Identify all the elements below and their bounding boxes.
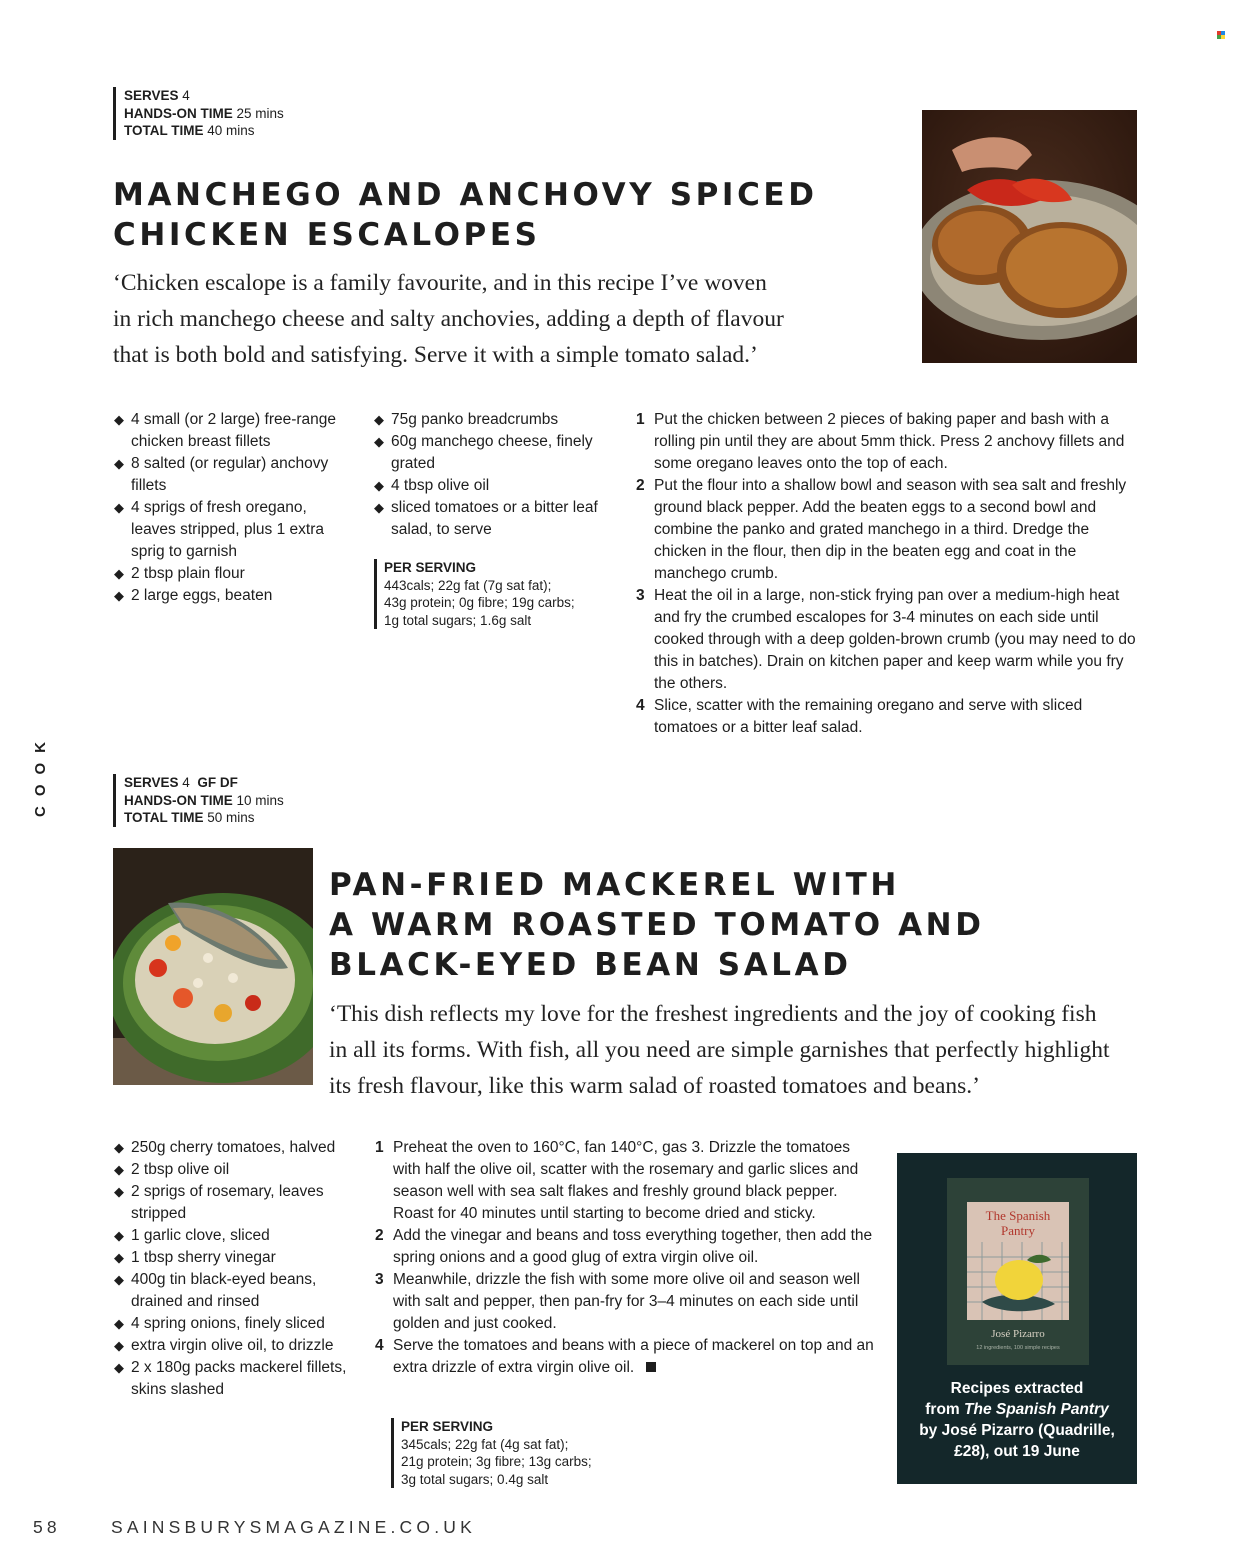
recipe2-intro: ‘This dish reflects my love for the freshest ingredients and the joy of cooking fish in all its forms. With fish, all you need are simple garnishes that perfectly highlight its fresh flavour, like this warm salad of roasted tomatoes and beans.’ (329, 1001, 1110, 1099)
book-cover (947, 1178, 1089, 1365)
recipe2-title: PAN-FRIED MACKEREL WITH A WARM ROASTED TOMATO AND BLACK-EYED BEAN SALAD (329, 867, 985, 983)
ingredient-item: ◆ 2 sprigs of rosemary, leaves stripped (114, 1181, 364, 1225)
ingredient-item: ◆ 2 x 180g packs mackerel fillets, skins slashed (114, 1357, 364, 1401)
ingredient-item: ◆ 4 tbsp olive oil (374, 475, 609, 497)
end-square-icon (646, 1362, 656, 1372)
book-cover-art: The Spanish Pantry (967, 1202, 1069, 1320)
ingredient-item: ◆ sliced tomatoes or a bitter leaf salad, to serve (374, 497, 609, 541)
mackerel-salad-photo (113, 848, 313, 1085)
method-step: 1 Put the chicken between 2 pieces of baking paper and bash with a rolling pin until they are about 5mm thick. Press 2 anchovy fillets and some oregano leaves onto the top of each. (636, 411, 1125, 472)
lemon-icon (967, 1242, 1069, 1320)
book-caption: Recipes extracted from The Spanish Pantry by José Pizarro (Quadrille, £28), out 19 June (919, 1380, 1115, 1460)
book-promo-box (897, 1153, 1137, 1484)
ingredient-item: ◆ 1 tbsp sherry vinegar (114, 1247, 364, 1269)
recipe2-meta: SERVES 4 GF DF HANDS-ON TIME 10 mins TOTAL TIME 50 mins (113, 774, 284, 827)
recipe1-per-serving: PER SERVING 443cals; 22g fat (7g sat fat); 43g protein; 0g fibre; 19g carbs; 1g total sugars; 1.6g salt (374, 559, 575, 629)
method-step: 3 Meanwhile, drizzle the fish with some more olive oil and season well with salt and pepper, then pan-fry for 3–4 minutes on each side until golden and just cooked. (375, 1271, 860, 1332)
recipe1-title: MANCHEGO AND ANCHOVY SPICED CHICKEN ESCALOPES (113, 177, 818, 253)
method-step: 2 Add the vinegar and beans and toss everything together, then add the spring onions and a good glug of extra virgin olive oil. (375, 1227, 873, 1266)
method-step: 1 Preheat the oven to 160°C, fan 140°C, gas 3. Drizzle the tomatoes with half the olive oil, scatter with the rosemary and garlic slices and season well with sea salt flakes and freshly ground black pepper. Roast for 40 minutes until starting to become dried and sticky. (375, 1139, 859, 1222)
method-step: 4 Slice, scatter with the remaining oregano and serve with sliced tomatoes or a bitter leaf salad. (636, 697, 1083, 736)
method-step: 2 Put the flour into a shallow bowl and season with sea salt and freshly ground black pepper. Add the beaten eggs to a second bowl and combine the panko and grated manchego in a third. Dredge the chicken in the flour, then dip in the beaten egg and coat in the manchego crumb. (636, 477, 1127, 582)
ingredient-item: ◆ 4 small (or 2 large) free-range chicken breast fillets (114, 409, 344, 453)
ingredient-item: ◆ 75g panko breadcrumbs (374, 409, 609, 431)
section-label-cook: COOK (32, 732, 49, 817)
book-cover-author: José Pizarro (991, 1328, 1045, 1340)
ingredient-item: ◆ 2 tbsp olive oil (114, 1159, 364, 1181)
ingredient-item: ◆ 1 garlic clove, sliced (114, 1225, 364, 1247)
recipe1-intro: ‘Chicken escalope is a family favourite, and in this recipe I’ve woven in rich manchego cheese and salty anchovies, adding a depth of flavour that is both bold and satisfying. Serve it with a simple tomato salad.’ (113, 270, 784, 368)
ingredient-item: ◆ 2 large eggs, beaten (114, 585, 344, 607)
ingredient-item: ◆ 60g manchego cheese, finely grated (374, 431, 609, 475)
recipe2-ingredients (114, 1137, 364, 1401)
page-number: 58 (33, 1517, 61, 1537)
method-step: 3 Heat the oil in a large, non-stick frying pan over a medium-high heat and fry the crumbed escalopes for 3-4 minutes on each side until cooked through with a deep golden-brown crumb (you may need to do this in batches). Drain on kitchen paper and keep warm while you fry the others. (636, 587, 1136, 692)
ingredient-item: ◆ 400g tin black-eyed beans, drained and rinsed (114, 1269, 364, 1313)
ingredient-item: ◆ 250g cherry tomatoes, halved (114, 1137, 364, 1159)
ingredient-item: ◆ 4 spring onions, finely sliced (114, 1313, 364, 1335)
chicken-escalope-photo (922, 110, 1137, 363)
ingredient-item: ◆ extra virgin olive oil, to drizzle (114, 1335, 364, 1357)
recipe1-ingredients-col2 (374, 409, 609, 541)
recipe1-ingredients-col1 (114, 409, 344, 607)
recipe2-per-serving: PER SERVING 345cals; 22g fat (4g sat fat); 21g protein; 3g fibre; 13g carbs; 3g total sugars; 0.4g salt (391, 1418, 592, 1488)
recipe1-method (636, 409, 1136, 739)
method-step: 4 Serve the tomatoes and beans with a piece of mackerel on top and an extra drizzle of extra virgin olive oil. (375, 1337, 874, 1376)
color-mark-icon (1217, 31, 1225, 39)
recipe1-meta: SERVES 4 HANDS-ON TIME 25 mins TOTAL TIME 40 mins (113, 87, 284, 140)
website-link[interactable]: SAINSBURYSMAGAZINE.CO.UK (111, 1517, 476, 1537)
ingredient-item: ◆ 4 sprigs of fresh oregano, leaves stripped, plus 1 extra sprig to garnish (114, 497, 344, 563)
book-cover-tagline: 12 ingredients, 100 simple recipes (976, 1345, 1060, 1351)
footer (33, 1517, 476, 1538)
ingredient-item: ◆ 2 tbsp plain flour (114, 563, 344, 585)
recipe2-method (375, 1137, 875, 1379)
ingredient-item: ◆ 8 salted (or regular) anchovy fillets (114, 453, 344, 497)
